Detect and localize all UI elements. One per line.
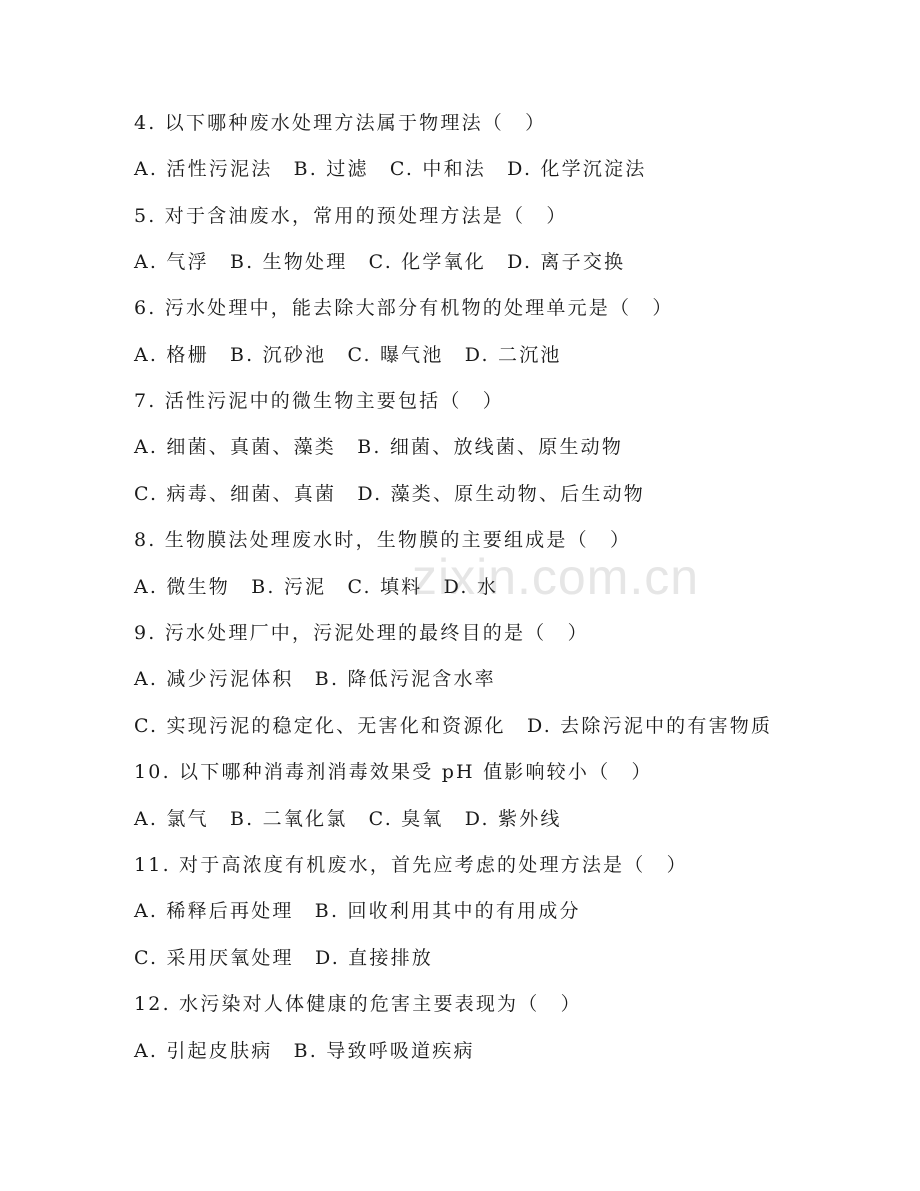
question-6: 6. 污水处理中，能去除大部分有机物的处理单元是（ ） (134, 297, 674, 319)
options-8: A. 微生物 B. 污泥 C. 填料 D. 水 (134, 576, 499, 598)
options-11a: A. 稀释后再处理 B. 回收利用其中的有用成分 (134, 900, 581, 922)
options-5: A. 气浮 B. 生物处理 C. 化学氧化 D. 离子交换 (134, 251, 626, 273)
options-7a: A. 细菌、真菌、藻类 B. 细菌、放线菌、原生动物 (134, 436, 624, 458)
question-5: 5. 对于含油废水，常用的预处理方法是（ ） (134, 205, 568, 227)
options-12: A. 引起皮肤病 B. 导致呼吸道疾病 (134, 1040, 475, 1062)
options-9b: C. 实现污泥的稳定化、无害化和资源化 D. 去除污泥中的有害物质 (134, 715, 773, 737)
options-4: A. 活性污泥法 B. 过滤 C. 中和法 D. 化学沉淀法 (134, 158, 647, 180)
question-11: 11. 对于高浓度有机废水，首先应考虑的处理方法是（ ） (134, 854, 688, 876)
question-7: 7. 活性污泥中的微生物主要包括（ ） (134, 390, 504, 412)
options-6: A. 格栅 B. 沉砂池 C. 曝气池 D. 二沉池 (134, 344, 562, 366)
options-7b: C. 病毒、细菌、真菌 D. 藻类、原生动物、后生动物 (134, 483, 645, 505)
question-8: 8. 生物膜法处理废水时，生物膜的主要组成是（ ） (134, 529, 632, 551)
question-9: 9. 污水处理厂中，污泥处理的最终目的是（ ） (134, 622, 589, 644)
question-12: 12. 水污染对人体健康的危害主要表现为（ ） (134, 993, 582, 1015)
watermark: zixin.com.cn (412, 549, 700, 605)
options-10: A. 氯气 B. 二氧化氯 C. 臭氧 D. 紫外线 (134, 808, 562, 830)
question-10: 10. 以下哪种消毒剂消毒效果受 pH 值影响较小（ ） (134, 761, 653, 783)
options-11b: C. 采用厌氧处理 D. 直接排放 (134, 947, 433, 969)
options-9a: A. 减少污泥体积 B. 降低污泥含水率 (134, 668, 496, 690)
question-4: 4. 以下哪种废水处理方法属于物理法（ ） (134, 112, 547, 134)
